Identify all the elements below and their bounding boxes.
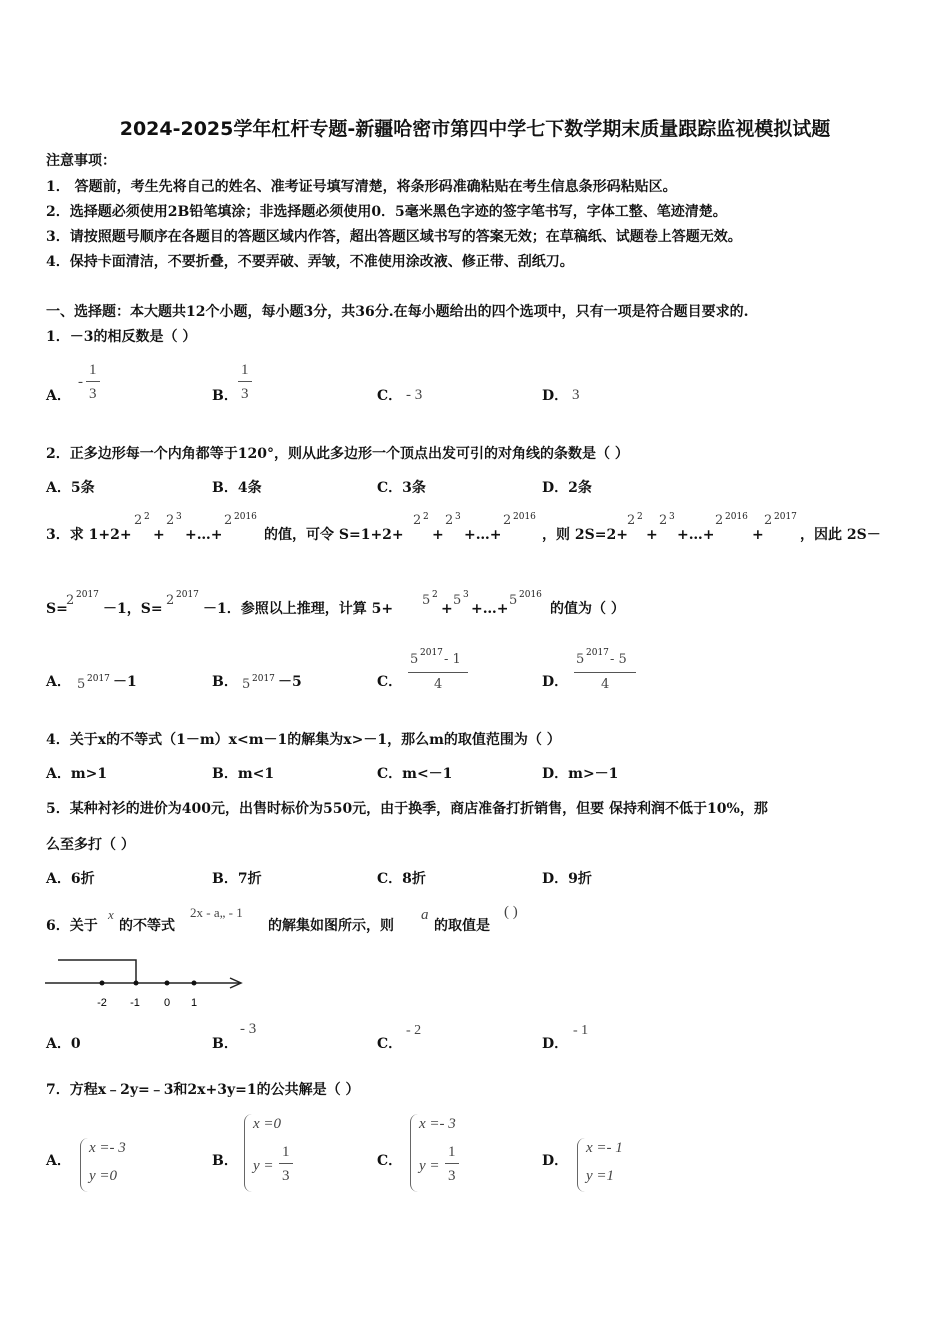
q7-option-c-eq1: x =- 3 bbox=[419, 1116, 456, 1132]
q3-text-15: + bbox=[441, 601, 453, 617]
q3-power-exp: 3 bbox=[176, 512, 182, 522]
q7-option-d-eq1: x =- 1 bbox=[586, 1140, 623, 1156]
q3-power-base: 2 bbox=[445, 513, 454, 528]
q3-power-exp: 2016 bbox=[519, 590, 542, 600]
q6-answer-paren: ( ) bbox=[504, 904, 518, 920]
q3-text-6: +…+ bbox=[464, 527, 502, 543]
q6-option-a: A．0 bbox=[46, 1036, 81, 1052]
q3-option-c-label: C． bbox=[377, 674, 403, 690]
q3-power-exp: 2016 bbox=[234, 512, 257, 522]
q3-power-exp: 2017 bbox=[176, 590, 199, 600]
q5-option-b: B．7折 bbox=[212, 871, 262, 887]
q3-power-exp: 3 bbox=[455, 512, 461, 522]
q3-option-a-base: 5 bbox=[77, 677, 86, 692]
notice-heading: 注意事项： bbox=[46, 153, 116, 169]
q7-option-b-den: 3 bbox=[282, 1168, 290, 1184]
q3-option-b-tail: －5 bbox=[278, 674, 302, 690]
q1-option-a-num: 1 bbox=[89, 362, 97, 378]
q3-text-11: ，因此 2S－ bbox=[800, 527, 881, 543]
q7-option-b-eq2: y = bbox=[253, 1158, 274, 1174]
q7-option-c-system bbox=[410, 1114, 481, 1192]
q4-option-b: B．m<1 bbox=[212, 766, 275, 782]
q3-power-exp: 2016 bbox=[513, 512, 536, 522]
q3-text-4: 的值，可令 S=1+2+ bbox=[264, 527, 404, 543]
q3-option-a-exp: 2017 bbox=[87, 674, 110, 684]
q6-tick-label: -1 bbox=[130, 997, 140, 1009]
q6-option-b-value: - 3 bbox=[240, 1021, 257, 1037]
q3-option-c-num-tail: - 1 bbox=[444, 652, 461, 667]
q5-stem-line-2: 么至多打（ ） bbox=[46, 837, 135, 853]
q6-solution-bracket bbox=[58, 960, 136, 983]
q3-power-base: 2 bbox=[166, 593, 175, 608]
section-heading: 一、选择题：本大题共12个小题，每小题3分，共36分.在每小题给出的四个选项中，只有一项是符合题目要求的. bbox=[46, 304, 749, 320]
q5-option-c: C．8折 bbox=[377, 871, 426, 887]
q3-power-base: 5 bbox=[453, 593, 462, 608]
q7-option-c-eq2: y = bbox=[419, 1158, 440, 1174]
q1-option-a-sign: - bbox=[78, 374, 83, 390]
q4-option-c: C．m<－1 bbox=[377, 766, 453, 782]
q2-option-d: D．2条 bbox=[542, 480, 592, 496]
q3-text-9: +…+ bbox=[677, 527, 715, 543]
notice-item-2: 2．选择题必须使用2B铅笔填涂；非选择题必须使用0．5毫米黑色字迹的签字笔书写，字体工整、笔迹清楚。 bbox=[46, 204, 727, 220]
q7-option-b-num: 1 bbox=[282, 1144, 290, 1160]
q5-option-d: D．9折 bbox=[542, 871, 592, 887]
q6-point bbox=[100, 981, 105, 986]
q3-text-12: S= bbox=[46, 601, 68, 617]
q6-text-3: 的解集如图所示，则 bbox=[268, 918, 394, 934]
q3-power-exp: 3 bbox=[669, 512, 675, 522]
q4-option-a: A．m>1 bbox=[46, 766, 108, 782]
q7-option-b-system bbox=[244, 1114, 315, 1192]
q7-option-b-eq1: x =0 bbox=[253, 1116, 282, 1132]
q7-option-c-fraction bbox=[445, 1144, 459, 1184]
q3-power-exp: 3 bbox=[463, 590, 469, 600]
q2-stem: 2．正多边形每一个内角都等于120°，则从此多边形一个顶点出发可引的对角线的条数是（ ） bbox=[46, 446, 629, 462]
q3-power-base: 2 bbox=[503, 513, 512, 528]
q3-power-base: 5 bbox=[422, 593, 431, 608]
q3-power-base: 2 bbox=[413, 513, 422, 528]
q3-text-3: +…+ bbox=[185, 527, 223, 543]
q6-number-line bbox=[40, 950, 250, 1016]
q6-text-2: 的不等式 bbox=[119, 918, 175, 934]
q6-point bbox=[192, 981, 197, 986]
q6-tick-label: 1 bbox=[190, 997, 198, 1009]
q6-point bbox=[165, 981, 170, 986]
page-title: 2024-2025学年杠杆专题-新疆哈密市第四中学七下数学期末质量跟踪监视模拟试题 bbox=[119, 118, 831, 140]
q7-option-a-label: A． bbox=[46, 1153, 71, 1169]
q3-option-d-num-tail: - 5 bbox=[610, 652, 627, 667]
q4-stem: 4．关于x的不等式（1－m）x<m－1的解集为x>－1，那么m的取值范围为（ ） bbox=[46, 732, 561, 748]
q1-option-a-den: 3 bbox=[89, 386, 97, 402]
q7-option-b-fraction bbox=[279, 1144, 293, 1184]
q7-option-a-system bbox=[80, 1138, 151, 1192]
notice-item-1: 1． 答题前，考生先将自己的姓名、准考证号填写清楚，将条形码准确粘贴在考生信息条形码粘贴区。 bbox=[46, 179, 677, 195]
q3-text-2: + bbox=[153, 527, 165, 543]
q3-text-5: + bbox=[432, 527, 444, 543]
q5-stem-line-1: 5．某种衬衫的进价为400元，出售时标价为550元，由于换季，商店准备打折销售，但要 保持利润不低于10%，那 bbox=[46, 801, 768, 817]
q3-option-d-base: 5 bbox=[576, 652, 585, 667]
q3-option-a-tail: －1 bbox=[113, 674, 137, 690]
q3-power-exp: 2 bbox=[432, 590, 438, 600]
notice-item-3: 3．请按照题号顺序在各题目的答题区域内作答，超出答题区域书写的答案无效；在草稿纸、试题卷上答题无效。 bbox=[46, 229, 742, 245]
q1-option-a-fraction bbox=[86, 362, 100, 402]
q7-option-c-label: C． bbox=[377, 1153, 403, 1169]
q3-text-16: +…+ bbox=[471, 601, 509, 617]
q6-text-4: 的取值是 bbox=[434, 918, 490, 934]
q7-option-d-label: D． bbox=[542, 1153, 569, 1169]
q3-option-b-exp: 2017 bbox=[252, 674, 275, 684]
q3-power-base: 2 bbox=[659, 513, 668, 528]
q6-option-c-label: C． bbox=[377, 1036, 403, 1052]
q3-text-17: 的值为（ ） bbox=[550, 601, 625, 617]
q4-option-d: D．m>－1 bbox=[542, 766, 619, 782]
q3-power-base: 2 bbox=[66, 593, 75, 608]
q7-option-a-eq2: y =0 bbox=[89, 1168, 118, 1184]
q1-option-b-fraction bbox=[238, 362, 252, 402]
q1-stem: 1．－3的相反数是（ ） bbox=[46, 329, 197, 345]
q3-option-c-exp: 2017 bbox=[420, 648, 443, 658]
q2-option-c: C．3条 bbox=[377, 480, 426, 496]
q3-power-base: 5 bbox=[509, 593, 518, 608]
q3-power-exp: 2 bbox=[637, 512, 643, 522]
q6-option-d-value: - 1 bbox=[573, 1023, 589, 1038]
q3-text-8: + bbox=[646, 527, 658, 543]
q1-option-b-label: B． bbox=[212, 388, 238, 404]
q1-option-d-label: D． bbox=[542, 388, 569, 404]
q1-option-a-label: A． bbox=[46, 388, 71, 404]
q2-option-b: B．4条 bbox=[212, 480, 262, 496]
q3-option-d-den: 4 bbox=[601, 677, 610, 692]
q3-power-base: 2 bbox=[627, 513, 636, 528]
q3-text-13: －1，S= bbox=[103, 601, 163, 617]
q3-option-d-exp: 2017 bbox=[586, 648, 609, 658]
q2-option-a: A．5条 bbox=[46, 480, 95, 496]
q6-tick-label: 0 bbox=[163, 997, 171, 1009]
q6-option-d-label: D． bbox=[542, 1036, 569, 1052]
q5-option-a: A．6折 bbox=[46, 871, 95, 887]
q3-power-base: 2 bbox=[764, 513, 773, 528]
q6-tick-label: -2 bbox=[97, 997, 107, 1009]
q3-option-c-den: 4 bbox=[434, 677, 443, 692]
q1-option-b-num: 1 bbox=[241, 362, 249, 378]
q6-point bbox=[134, 981, 139, 986]
q1-option-c-value: - 3 bbox=[406, 387, 423, 403]
q3-text-1: 3．求 1+2+ bbox=[46, 527, 132, 543]
q3-power-exp: 2 bbox=[423, 512, 429, 522]
q3-text-10: + bbox=[752, 527, 764, 543]
q3-text-14: －1．参照以上推理，计算 5+ bbox=[203, 601, 394, 617]
q7-option-d-system bbox=[577, 1138, 648, 1192]
q7-option-d-eq2: y =1 bbox=[586, 1168, 615, 1184]
q6-text-1: 6．关于 bbox=[46, 918, 98, 934]
q1-option-d-value: 3 bbox=[572, 387, 580, 403]
q3-option-b-base: 5 bbox=[242, 677, 251, 692]
q6-inequality: 2x - a„ - 1 bbox=[190, 905, 243, 920]
q3-option-b-label: B． bbox=[212, 674, 238, 690]
q6-option-b-label: B． bbox=[212, 1036, 238, 1052]
q6-option-c-value: - 2 bbox=[406, 1023, 422, 1038]
q3-option-c-base: 5 bbox=[410, 652, 419, 667]
q3-power-exp: 2017 bbox=[774, 512, 797, 522]
q3-text-7: ，则 2S=2+ bbox=[542, 527, 628, 543]
q3-power-base: 2 bbox=[166, 513, 175, 528]
q3-power-exp: 2 bbox=[144, 512, 150, 522]
q6-var-a: a bbox=[421, 907, 429, 923]
q7-option-b-label: B． bbox=[212, 1153, 238, 1169]
q3-power-base: 2 bbox=[715, 513, 724, 528]
q6-var-x: x bbox=[108, 907, 114, 922]
q3-power-exp: 2017 bbox=[76, 590, 99, 600]
notice-item-4: 4．保持卡面清洁，不要折叠，不要弄破、弄皱，不准使用涂改液、修正带、刮纸刀。 bbox=[46, 254, 574, 270]
q7-option-c-den: 3 bbox=[448, 1168, 456, 1184]
q1-option-c-label: C． bbox=[377, 388, 403, 404]
q3-option-a-label: A． bbox=[46, 674, 71, 690]
q3-power-exp: 2016 bbox=[725, 512, 748, 522]
q7-option-c-num: 1 bbox=[448, 1144, 456, 1160]
q7-stem: 7．方程x﹣2y=﹣3和2x+3y=1的公共解是（ ） bbox=[46, 1082, 360, 1098]
q1-option-b-den: 3 bbox=[241, 386, 249, 402]
q3-power-base: 2 bbox=[134, 513, 143, 528]
q3-power-base: 2 bbox=[224, 513, 233, 528]
q7-option-a-eq1: x =- 3 bbox=[89, 1140, 126, 1156]
q3-option-d-label: D． bbox=[542, 674, 569, 690]
